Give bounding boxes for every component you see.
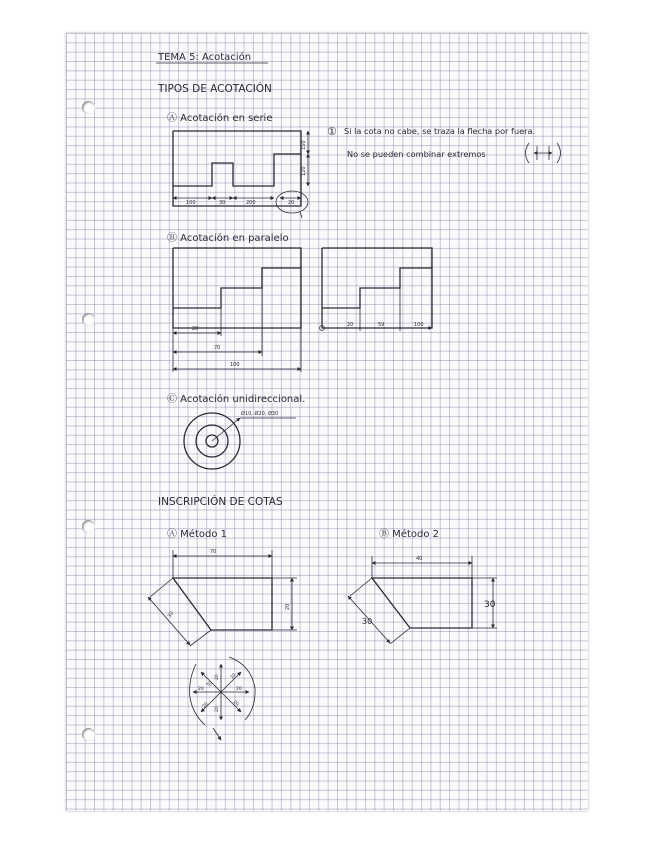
unidireccional-title: Ⓒ Acotación unidireccional. — [167, 394, 306, 405]
arrows-sketch — [526, 143, 561, 163]
paralelo-left-dim-1: 20 — [192, 326, 199, 332]
metodo2-dim-top: 40 — [416, 556, 423, 562]
paralelo-title: Ⓑ Acotación en paralelo — [167, 233, 289, 244]
note-line-1: Si la cota no cabe, se traza la flecha por fuera. — [344, 126, 536, 136]
serie-title: Ⓐ Acotación en serie — [167, 113, 273, 124]
paralelo-right-dim-1: 20 — [347, 322, 354, 328]
metodo1-drawing — [148, 550, 297, 646]
serie-dim-4: 20 — [288, 200, 295, 206]
serie-dim-1: 100 — [186, 200, 196, 206]
concentric-circles — [184, 413, 296, 469]
radial-dim-3: 20 — [198, 687, 204, 692]
metodo2-dim-right: 30 — [484, 600, 496, 610]
radial-dim-8: 20 — [231, 699, 240, 708]
metodo1-dim-diag: 30 — [166, 610, 176, 620]
note-line-2: No se pueden combinar extremos — [347, 149, 486, 159]
paralelo-drawing-left — [173, 248, 301, 372]
metodo1-title: Ⓐ Método 1 — [167, 529, 228, 540]
serie-dim-5: 150 — [301, 140, 307, 150]
radial-dimensions-sketch — [190, 657, 255, 740]
radial-dim-4: 20 — [236, 687, 242, 692]
circle-diameters-label: Ø10, Ø20, Ø30 — [241, 411, 279, 417]
page-header: TEMA 5: Acotación — [158, 52, 252, 63]
section-title-tipos: TIPOS DE ACOTACIÓN — [158, 83, 272, 95]
paralelo-right-dim-3: 100 — [414, 322, 424, 328]
metodo1-dim-top: 70 — [210, 549, 217, 555]
radial-dim-1: 20 — [215, 674, 220, 680]
note-number: ① — [327, 125, 337, 138]
paralelo-left-dim-3: 100 — [230, 362, 240, 368]
paralelo-right-dim-2: 59 — [378, 322, 385, 328]
metodo2-dim-diag: 30 — [362, 617, 373, 626]
paralelo-drawing-right — [320, 248, 432, 331]
serie-dim-3: 200 — [246, 200, 256, 206]
metodo2-title: Ⓑ Método 2 — [379, 529, 440, 540]
radial-dim-6: 20 — [229, 672, 238, 681]
section-title-inscripcion: INSCRIPCIÓN DE COTAS — [158, 496, 283, 508]
radial-dim-7: 20 — [201, 701, 210, 710]
metodo2-drawing — [348, 556, 497, 644]
metodo1-dim-right: 20 — [285, 603, 291, 610]
radial-dim-2: 20 — [215, 706, 220, 712]
paralelo-left-dim-2: 70 — [214, 345, 221, 351]
radial-dim-5: 20 — [204, 680, 213, 689]
serie-dim-2: 30 — [219, 200, 226, 206]
serie-dim-6: 120 — [301, 166, 307, 176]
